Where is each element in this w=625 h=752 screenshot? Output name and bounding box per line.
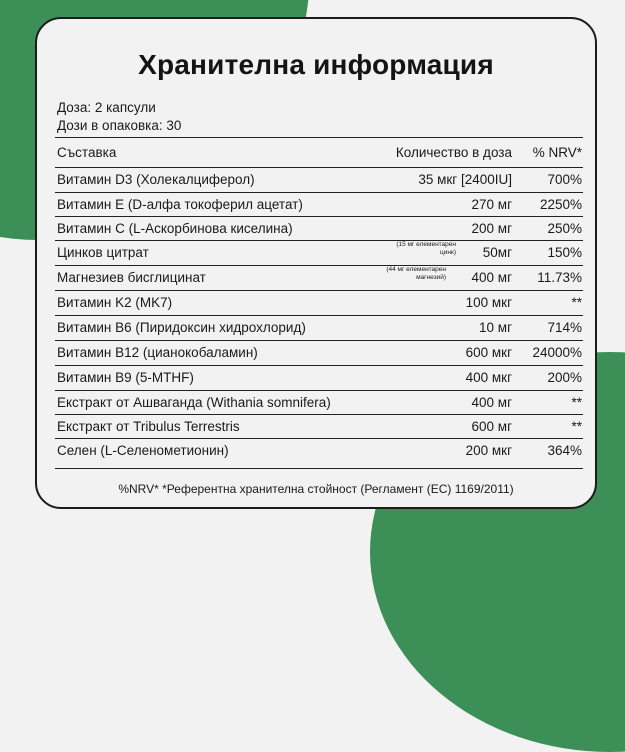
doses-per-pack-text: Дози в опаковка: 30: [57, 118, 182, 133]
note-line: (15 мг елементарен: [396, 241, 456, 248]
table-row: [57, 366, 582, 390]
ingredient-nrv: **: [571, 395, 582, 410]
table-row: [57, 241, 582, 265]
divider: [55, 137, 583, 138]
ingredient-nrv: 200%: [547, 370, 582, 385]
ingredient-amount: 200 мкг: [465, 443, 512, 458]
ingredient-name: Магнезиев бисглицинат: [57, 270, 206, 285]
ingredient-name: Витамин C (L-Аскорбинова киселина): [57, 221, 293, 236]
table-header: [57, 140, 582, 164]
ingredient-name: Витамин B9 (5-MTHF): [57, 370, 194, 385]
ingredient-nrv: **: [571, 419, 582, 434]
footnote: %NRV* *Референтна хранителна стойност (Регламент (ЕС) 1169/2011): [118, 482, 514, 496]
ingredient-amount: 50мг: [482, 245, 512, 260]
ingredient-amount: 100 мкг: [465, 295, 512, 310]
serving-info: [57, 99, 181, 135]
ingredient-nrv: 11.73%: [537, 270, 582, 285]
note-line: магнезий): [416, 274, 446, 281]
ingredient-nrv: **: [571, 295, 582, 310]
table-row: [57, 168, 582, 192]
ingredient-nrv: 250%: [547, 221, 582, 236]
table-row: [57, 316, 582, 340]
table-row: [57, 291, 582, 315]
ingredient-amount: 400 мг: [471, 395, 512, 410]
ingredient-nrv: 700%: [547, 172, 582, 187]
table-row: [57, 391, 582, 415]
note-line: (44 мг елементарен: [386, 266, 446, 273]
ingredient-name: Витамин K2 (MK7): [57, 295, 173, 310]
ingredient-nrv: 150%: [547, 245, 582, 260]
ingredient-amount: 200 мг: [471, 221, 512, 236]
column-header-nrv: % NRV*: [532, 145, 582, 160]
ingredient-note: [386, 266, 446, 282]
ingredient-name: Екстракт от Ашваганда (Withania somnifera): [57, 395, 331, 410]
page-title: Хранителна информация: [138, 49, 494, 80]
ingredient-amount: 270 мг: [471, 197, 512, 212]
ingredient-name: Витамин D3 (Холекалциферол): [57, 172, 255, 187]
ingredient-name: Цинков цитрат: [57, 245, 149, 260]
ingredient-amount: 600 мг: [471, 419, 512, 434]
ingredient-name: Витамин B12 (цианокобаламин): [57, 345, 258, 360]
ingredient-amount: 400 мг: [471, 270, 512, 285]
table-row: [57, 266, 582, 290]
column-header-amount: Количество в доза: [395, 145, 512, 160]
ingredient-name: Селен (L-Селенометионин): [57, 443, 229, 458]
ingredient-nrv: 364%: [547, 443, 582, 458]
table-row: [57, 439, 582, 463]
table-row: [57, 341, 582, 365]
note-line: цинк): [440, 249, 456, 256]
column-header-ingredient: Съставка: [57, 145, 117, 160]
ingredient-name: Витамин B6 (Пиридоксин хидрохлорид): [57, 320, 306, 335]
table-row: [57, 217, 582, 241]
ingredient-name: Витамин E (D-алфа токоферил ацетат): [57, 197, 303, 212]
ingredient-note: [396, 241, 456, 257]
ingredient-amount: 10 мг: [479, 320, 512, 335]
ingredient-name: Екстракт от Tribulus Terrestris: [57, 419, 240, 434]
ingredient-amount: 35 мкг [2400IU]: [418, 172, 512, 187]
ingredient-nrv: 2250%: [539, 197, 582, 212]
table-row: [57, 193, 582, 217]
dose-text: Доза: 2 капсули: [57, 100, 156, 115]
table-row: [57, 415, 582, 439]
divider: [55, 468, 583, 469]
ingredient-nrv: 714%: [547, 320, 582, 335]
nutrition-facts-card: [35, 17, 597, 509]
ingredient-nrv: 24000%: [532, 345, 582, 360]
ingredient-amount: 600 мкг: [465, 345, 512, 360]
ingredient-amount: 400 мкг: [465, 370, 512, 385]
